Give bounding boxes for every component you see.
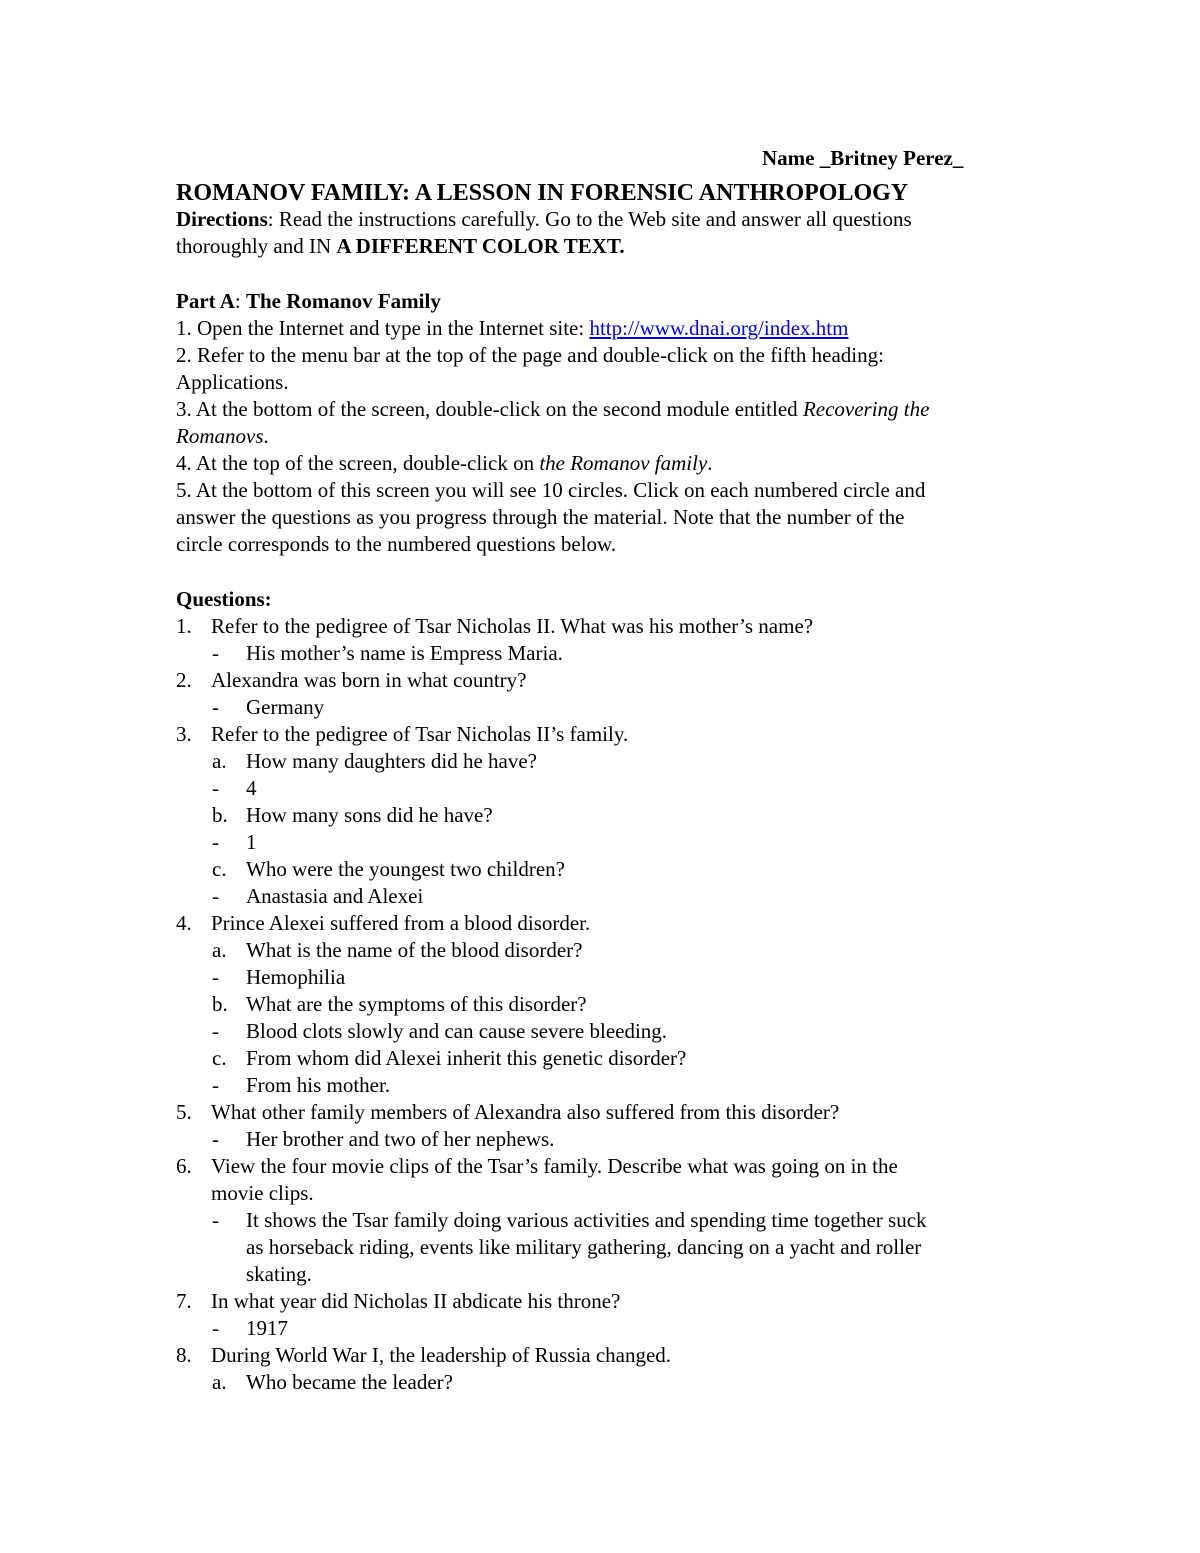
questions-heading: Questions: [176, 587, 272, 611]
step-5-line-1: 5. At the bottom of this screen you will see 10 circles. Click on each numbered circle and [176, 478, 926, 502]
name-trail: _ [952, 146, 964, 170]
step-1: 1. Open the Internet and type in the Internet site: http://www.dnai.org/index.htm [176, 316, 849, 340]
directions-line-2: thoroughly and IN A DIFFERENT COLOR TEXT. [176, 234, 625, 258]
name-label: Name _ [762, 146, 831, 170]
document-title: ROMANOV FAMILY: A LESSON IN FORENSIC ANTHROPOLOGY [176, 180, 909, 206]
step-4: 4. At the top of the screen, double-click on the Romanov family. [176, 451, 713, 475]
step-3-line-2: Romanovs. [176, 424, 269, 448]
step-5-line-2: answer the questions as you progress through the material. Note that the number of the [176, 505, 905, 529]
directions-label: Directions [176, 207, 268, 231]
directions-line-1: Directions: Read the instructions carefully. Go to the Web site and answer all questions [176, 207, 912, 231]
step-5-line-3: circle corresponds to the numbered questions below. [176, 532, 617, 556]
step-2-line-1: 2. Refer to the menu bar at the top of the page and double-click on the fifth heading: [176, 343, 884, 367]
dnai-link[interactable]: http://www.dnai.org/index.htm [589, 316, 849, 340]
student-name: Britney Perez [830, 146, 953, 170]
part-a-heading: Part A: The Romanov Family [176, 289, 441, 313]
name-line [762, 145, 963, 172]
step-2-line-2: Applications. [176, 370, 289, 394]
document-page: Name _Britney Perez_ ROMANOV FAMILY: A LESSON IN FORENSIC ANTHROPOLOGY Directions: Read the instructions carefully. Go to the Web site and answer all questions thoroughly and IN A DIFFERENT COLOR TEXT. Part A: The Romanov Family 1. Open the Internet and type in the Internet site: http://www.dnai.org/index.htm 2. Refer to the menu bar at the top of the page and double-click on the fifth heading: Applications. 3. At the bottom of the screen, double-click on the second module entitled Recovering the Romanovs. 4. At the top of the screen, double-click on the Romanov family. 5. At the bottom of this screen you will see 10 circles. Click on each numbered circle and answer the questions as you progress through the material. Note that the number of the circle corresponds to the numbered questions below. Questions: 1. Refer to the pedigree of Tsar Nicholas II. What was his mother’s name? - His mother’s name is Empress Maria. 2. Alexandra was born in what country? - Germany 3. Refer to the pedigree of Tsar Nicholas II’s family. a. How many daughters did he have? - 4 b. How many sons did he have? - 1 c. Who were the youngest two children? - Anastasia and Alexei 4. Prince Alexei suffered from a blood disorder. a. What is the name of the blood disorder? - Hemophilia b. What are the symptoms of this disorder? - Blood clots slowly and can cause severe bleeding. c. From whom did Alexei inherit this genetic disorder? - From his mother. 5. What other family members of Alexandra also suffered from this disorder? - Her brother and two of her nephews. 6. View the four movie clips of the Tsar’s family. Describe what was going on in the movie clips. - It shows the Tsar family doing various activities and spending time together suck as horseback riding, events like military gathering, dancing on a yacht and roller skating. 7. In what year did Nicholas II abdicate his throne? - 1917 8. During World War I, the leadership of Russia changed. a. Who became the leader? [176, 146, 964, 1394]
step-3-line-1: 3. At the bottom of the screen, double-click on the second module entitled Recovering the [176, 397, 930, 421]
